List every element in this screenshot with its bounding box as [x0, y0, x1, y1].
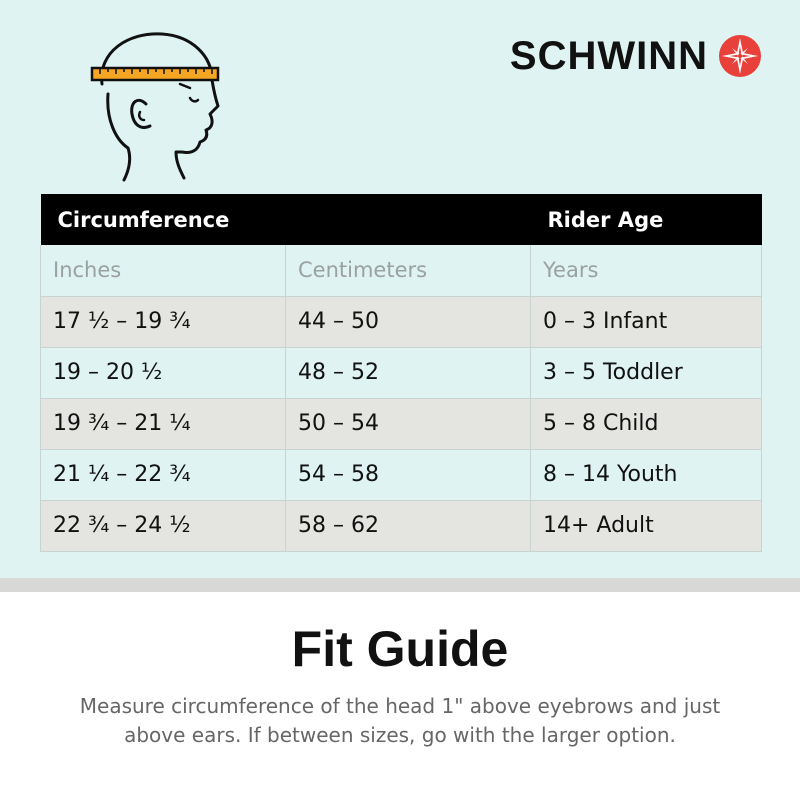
circumference-header: Circumference: [41, 194, 531, 245]
centimeters-cell: 58 – 62: [286, 500, 531, 551]
measuring-tape: [92, 68, 218, 80]
fit-guide-title: Fit Guide: [291, 621, 509, 677]
table-subheader-row: [41, 245, 762, 296]
years-cell: 3 – 5 Toddler: [531, 347, 762, 398]
section-divider: [0, 578, 800, 592]
centimeters-cell: 48 – 52: [286, 347, 531, 398]
inches-cell: 21 ¼ – 22 ¾: [41, 449, 286, 500]
centimeters-cell: 50 – 54: [286, 398, 531, 449]
centimeters-cell: 54 – 58: [286, 449, 531, 500]
fit-guide-description: Measure circumference of the head 1" above eyebrows and just above ears. If between sizes, go with the larger option.: [79, 694, 721, 747]
head-measuring-tape-icon: [80, 22, 240, 182]
table-row: [41, 347, 762, 398]
table-header-row: [41, 194, 762, 245]
fit-guide-panel: [0, 592, 800, 800]
size-chart-table: [40, 194, 762, 552]
brand-wordmark: SCHWINN: [509, 34, 708, 78]
years-cell: 0 – 3 Infant: [531, 296, 762, 347]
inches-cell: 22 ¾ – 24 ½: [41, 500, 286, 551]
inches-subheader: Inches: [41, 245, 286, 296]
table-row: [41, 296, 762, 347]
centimeters-subheader: Centimeters: [286, 245, 531, 296]
inches-cell: 17 ½ – 19 ¾: [41, 296, 286, 347]
years-cell: 8 – 14 Youth: [531, 449, 762, 500]
table-row: [41, 449, 762, 500]
years-cell: 5 – 8 Child: [531, 398, 762, 449]
rider-age-header: Rider Age: [531, 194, 762, 245]
compass-star-icon: [718, 34, 762, 78]
inches-cell: 19 – 20 ½: [41, 347, 286, 398]
years-cell: 14+ Adult: [531, 500, 762, 551]
years-subheader: Years: [531, 245, 762, 296]
table-row: [41, 500, 762, 551]
table-row: [41, 398, 762, 449]
brand-logo: [510, 34, 762, 78]
centimeters-cell: 44 – 50: [286, 296, 531, 347]
inches-cell: 19 ¾ – 21 ¼: [41, 398, 286, 449]
